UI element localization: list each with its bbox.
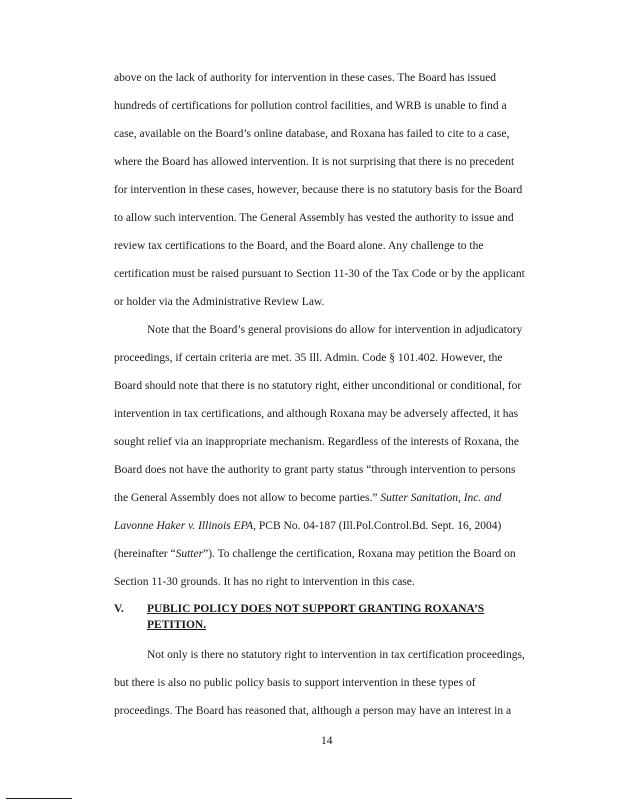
text-line xyxy=(114,521,501,533)
page-number: 14 xyxy=(321,735,333,747)
text-run: the General Assembly does not allow to become parties.” xyxy=(114,492,381,504)
case-citation: Sutter Sanitation, Inc. and xyxy=(380,492,502,504)
case-citation: Lavonne Haker v. Illinois EPA xyxy=(114,520,254,532)
text-line: or holder via the Administrative Review Law. xyxy=(114,296,325,308)
text-line: for intervention in these cases, however, because there is no statutory basis for the Board xyxy=(114,184,523,196)
text-line: hundreds of certifications for pollution control facilities, and WRB is unable to find a xyxy=(114,100,507,112)
heading-number: V. xyxy=(114,603,124,615)
text-line: but there is also no public policy basis to support intervention in these types of xyxy=(114,677,476,689)
text-line: to allow such intervention. The General Assembly has vested the authority to issue and xyxy=(114,212,514,224)
text-line: above on the lack of authority for intervention in these cases. The Board has issued xyxy=(114,72,497,84)
text-run: , PCB No. 04-187 (Ill.Pol.Control.Bd. Sept. 16, 2004) xyxy=(253,520,502,532)
heading-line: PETITION. xyxy=(147,619,207,631)
text-line: proceedings. The Board has reasoned that, although a person may have an interest in a xyxy=(114,705,512,717)
text-line: review tax certifications to the Board, and the Board alone. Any challenge to the xyxy=(114,240,484,252)
text-line: case, available on the Board’s online database, and Roxana has failed to cite to a case, xyxy=(114,128,510,140)
text-line: Not only is there no statutory right to intervention in tax certification proceedings, xyxy=(147,649,525,661)
text-line: intervention in tax certifications, and although Roxana may be adversely affected, it has xyxy=(114,408,519,420)
text-line: Section 11-30 grounds. It has no right to intervention in this case. xyxy=(114,576,415,588)
text-line: proceedings, if certain criteria are met. 35 Ill. Admin. Code § 101.402. However, the xyxy=(114,352,503,364)
text-line: Board should note that there is no statutory right, either unconditional or conditional, for xyxy=(114,380,522,392)
text-line: Note that the Board’s general provisions do allow for intervention in adjudicatory xyxy=(147,324,523,336)
text-line: sought relief via an inappropriate mechanism. Regardless of the interests of Roxana, the xyxy=(114,436,519,448)
text-line xyxy=(114,549,516,561)
text-line: certification must be raised pursuant to Section 11-30 of the Tax Code or by the applicant xyxy=(114,268,525,280)
heading-line: PUBLIC POLICY DOES NOT SUPPORT GRANTING ROXANA’S xyxy=(147,603,485,615)
text-run: ”). To challenge the certification, Roxana may petition the Board on xyxy=(203,548,516,560)
text-run: (hereinafter “ xyxy=(114,548,176,560)
case-citation: Sutter xyxy=(175,548,204,560)
text-line: where the Board has allowed intervention. It is not surprising that there is no precedent xyxy=(114,156,515,168)
text-line xyxy=(114,493,501,505)
footnote-divider xyxy=(6,798,72,799)
text-line: Board does not have the authority to grant party status “through intervention to persons xyxy=(114,464,516,476)
